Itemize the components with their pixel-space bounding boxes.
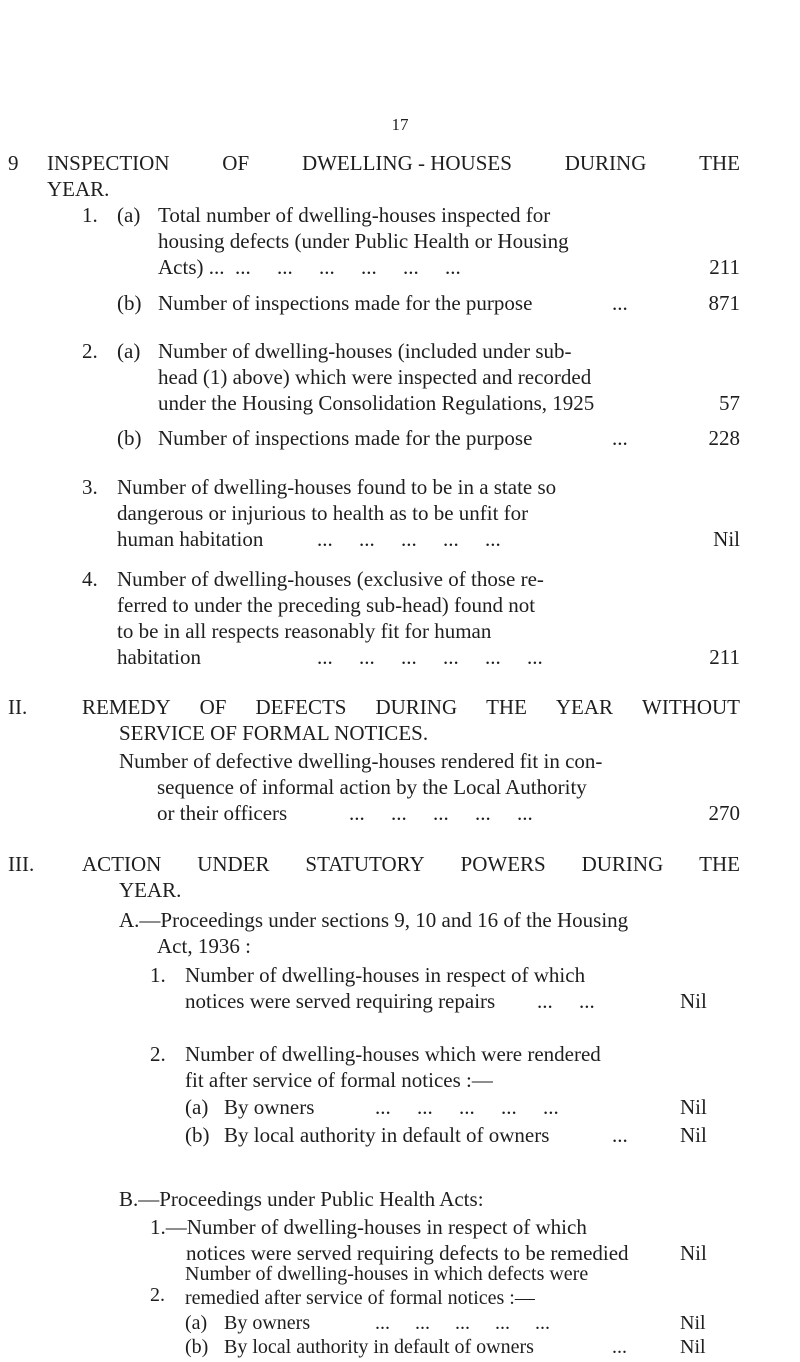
subsection-b-heading: B.—Proceedings under Public Health Acts: bbox=[119, 1187, 484, 1211]
item-4-text bbox=[117, 566, 677, 670]
text-line: 1.—Number of dwelling-houses in respect of which bbox=[150, 1215, 587, 1239]
item-2a-value: 57 bbox=[719, 391, 740, 415]
item-1a-value: 211 bbox=[709, 255, 740, 279]
item-b2a-value: Nil bbox=[680, 1312, 706, 1334]
item-b2-number: 2. bbox=[150, 1284, 165, 1306]
item-b1-text bbox=[150, 1214, 670, 1266]
item-b2b-value: Nil bbox=[680, 1336, 706, 1358]
text-line-last: under the Housing Consolidation Regulations, 1925 bbox=[158, 391, 595, 415]
text-line-last: notices were served requiring defects to be remedied bbox=[186, 1241, 629, 1265]
dot-leaders: ... bbox=[612, 426, 628, 450]
text-line: A.—Proceedings under sections 9, 10 and 16 of the Housing bbox=[119, 908, 629, 932]
text-line: Number of dwelling-houses found to be in a state so bbox=[117, 475, 557, 499]
item-3-value: Nil bbox=[713, 527, 740, 551]
text-fragment: habitation bbox=[117, 645, 201, 669]
text-line: to be in all respects reasonably fit for human bbox=[117, 619, 492, 643]
item-4-value: 211 bbox=[709, 645, 740, 669]
item-2a-text bbox=[158, 338, 678, 416]
section-ii-heading-line-1 bbox=[82, 694, 740, 720]
text-fragment: notices were served requiring repairs bbox=[185, 989, 496, 1013]
heading-word: DEFECTS bbox=[255, 695, 347, 719]
text-line-last bbox=[158, 254, 670, 280]
text-line: Total number of dwelling-houses inspected for bbox=[158, 203, 551, 227]
heading-word: DURING bbox=[375, 695, 458, 719]
heading-word: INSPECTION bbox=[47, 151, 170, 175]
text-fragment: or their officers bbox=[157, 801, 288, 825]
text-line-last bbox=[119, 800, 679, 826]
item-4-number: 4. bbox=[82, 567, 98, 591]
dot-leaders: ... ... ... ... ... ... bbox=[317, 645, 543, 669]
text-line: Number of dwelling-houses in respect of which bbox=[185, 963, 586, 987]
text-line: ferred to under the preceding sub-head) found not bbox=[117, 593, 536, 617]
item-2b-value: 228 bbox=[708, 426, 740, 450]
b2-subrows-container bbox=[0, 1334, 800, 1362]
heading-word: YEAR bbox=[555, 695, 614, 719]
section-iii-heading bbox=[82, 851, 740, 903]
heading-word: WITHOUT bbox=[642, 695, 740, 719]
section-iii-heading-line-2: YEAR. bbox=[119, 878, 182, 902]
dot-leaders: ... bbox=[612, 1123, 628, 1147]
heading-word: OF bbox=[199, 695, 227, 719]
text-line: remedied after service of formal notices :— bbox=[185, 1287, 535, 1309]
section-ii-heading bbox=[82, 694, 740, 746]
text-line: sequence of informal action by the Local Authority bbox=[157, 775, 587, 799]
page-number: 17 bbox=[391, 115, 409, 134]
item-a1-number: 1. bbox=[150, 963, 166, 987]
section-number-iii: III. bbox=[8, 852, 35, 876]
text-fragment: dangerous or injurious to health as to be unfit for bbox=[117, 501, 529, 525]
subsection-a-heading bbox=[119, 907, 679, 959]
text-line: Act, 1936 : bbox=[157, 934, 251, 958]
section-ii-value: 270 bbox=[708, 801, 740, 825]
text-line: Number of dwelling-houses (included under sub- bbox=[158, 339, 572, 363]
item-2b-label: (b) bbox=[117, 426, 142, 450]
item-a2a-value: Nil bbox=[680, 1095, 707, 1119]
item-a2b-text: By local authority in default of owners bbox=[224, 1123, 550, 1147]
item-a2a-text: By owners bbox=[224, 1095, 315, 1119]
item-1b-text: Number of inspections made for the purpose bbox=[158, 291, 533, 315]
section-ii-heading-line-2: SERVICE OF FORMAL NOTICES. bbox=[119, 721, 429, 745]
heading-word: THE bbox=[699, 852, 740, 876]
dot-leaders: ... bbox=[612, 291, 628, 315]
dot-leaders: ... ... ... ... ... bbox=[375, 1095, 559, 1119]
text-line bbox=[117, 500, 677, 526]
text-line-last bbox=[185, 988, 665, 1014]
item-b2b-label: (b) bbox=[185, 1336, 209, 1358]
item-a1-value: Nil bbox=[680, 989, 707, 1013]
item-b2a-label: (a) bbox=[185, 1312, 208, 1334]
item-b2a-text: By owners bbox=[224, 1312, 311, 1334]
item-a2-number: 2. bbox=[150, 1042, 166, 1066]
heading-word: STATUTORY bbox=[305, 852, 425, 876]
section-number-ii: II. bbox=[8, 695, 28, 719]
item-2b-text: Number of inspections made for the purpose bbox=[158, 426, 533, 450]
dot-leaders: ... ... ... ... ... ... bbox=[235, 255, 461, 279]
dot-leaders: ... ... bbox=[537, 989, 595, 1013]
heading-word: ACTION bbox=[82, 852, 162, 876]
item-2-number: 2. bbox=[82, 339, 98, 363]
heading-word: THE bbox=[486, 695, 527, 719]
dot-leaders: ... ... ... ... ... bbox=[349, 801, 533, 825]
text-line: Number of defective dwelling-houses rendered fit in con- bbox=[119, 749, 603, 773]
item-1b-label: (b) bbox=[117, 291, 142, 315]
text-line-last bbox=[117, 526, 677, 552]
item-a1-text bbox=[185, 962, 665, 1014]
text-line: Number of dwelling-houses in which defects were bbox=[185, 1263, 589, 1285]
heading-word: DURING bbox=[581, 852, 664, 876]
item-a2-text bbox=[185, 1041, 665, 1093]
text-fragment: Acts) ... bbox=[158, 255, 225, 279]
item-1a-label bbox=[117, 202, 140, 228]
item-a2b-value: Nil bbox=[680, 1123, 707, 1147]
heading-word: THE bbox=[699, 151, 740, 175]
item-1a-label-text: (a) bbox=[117, 203, 141, 227]
item-1a-text bbox=[158, 202, 670, 280]
text-line: head (1) above) which were inspected and recorded bbox=[158, 365, 592, 389]
item-a2a-label: (a) bbox=[185, 1095, 209, 1119]
item-b2b-text: By local authority in default of owners bbox=[224, 1336, 534, 1358]
dot-leaders: ... ... ... ... ... bbox=[375, 1312, 550, 1334]
dot-leaders: ... ... ... ... ... bbox=[317, 527, 501, 551]
text-line-last bbox=[117, 644, 677, 670]
item-3-text bbox=[117, 474, 677, 552]
heading-word: UNDER bbox=[197, 852, 270, 876]
heading-word: DURING bbox=[564, 151, 647, 175]
text-line: fit after service of formal notices :— bbox=[185, 1068, 493, 1092]
section-9-heading-line-2: YEAR. bbox=[47, 177, 110, 201]
item-a2b-label: (b) bbox=[185, 1123, 210, 1147]
text-fragment: human habitation bbox=[117, 527, 264, 551]
heading-word: POWERS bbox=[460, 852, 546, 876]
item-1b-value: 871 bbox=[708, 291, 740, 315]
item-2a-label: (a) bbox=[117, 339, 141, 363]
section-9-heading-line-1 bbox=[47, 150, 740, 176]
item-3-number: 3. bbox=[82, 475, 98, 499]
item-1-number: 1. bbox=[82, 203, 98, 227]
heading-word: OF bbox=[222, 151, 250, 175]
section-ii-paragraph bbox=[119, 748, 679, 826]
dot-leaders: ... bbox=[612, 1336, 627, 1358]
section-9-heading bbox=[47, 150, 740, 202]
text-line: Number of dwelling-houses which were rendered bbox=[185, 1042, 601, 1066]
text-line: housing defects (under Public Health or Housing bbox=[158, 229, 569, 253]
section-number-9: 9 bbox=[8, 151, 19, 175]
item-b2-text bbox=[185, 1262, 665, 1310]
heading-word: DWELLING - HOUSES bbox=[301, 151, 512, 175]
section-iii-heading-line-1 bbox=[82, 851, 740, 877]
text-line: Number of dwelling-houses (exclusive of those re- bbox=[117, 567, 544, 591]
item-b1-value: Nil bbox=[680, 1241, 707, 1265]
heading-word: REMEDY bbox=[82, 695, 171, 719]
